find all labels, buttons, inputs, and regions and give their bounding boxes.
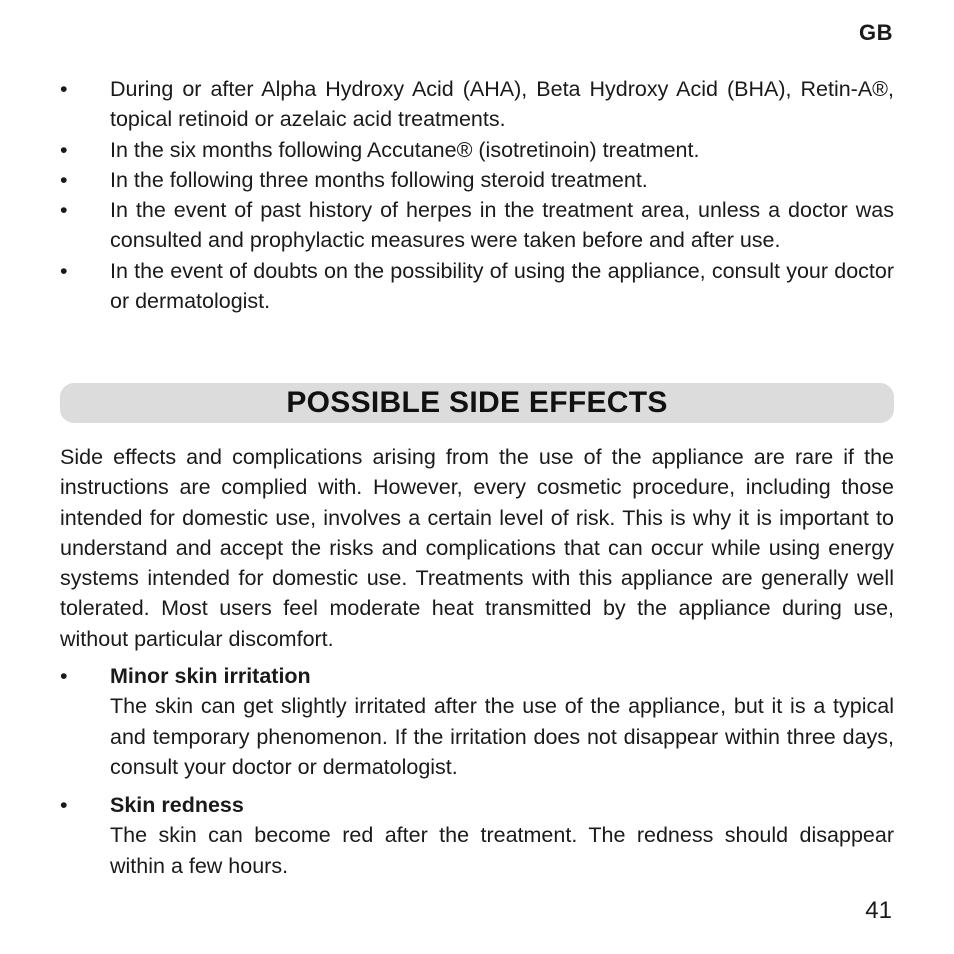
section-header-bar: [60, 383, 894, 423]
page-number: 41: [865, 897, 892, 924]
side-effect-text: The skin can get slightly irritated after the use of the appliance, but it is a typical and temporary phenomenon. If the irritation does not disappear within three days, consult your doctor or dermatologist.: [110, 694, 894, 779]
list-item-text: In the event of past history of herpes in the treatment area, unless a doctor was consulted and prophylactic measures were taken before and after use.: [110, 198, 894, 253]
bullet: •: [60, 664, 68, 688]
section-intro-paragraph: Side effects and complications arising from the use of the appliance are rare if the instructions are complied with. However, every cosmetic procedure, including those intended for domestic use, involves a certain level of risk. This is why it is important to understand and accept the risks and complications that can occur while using energy systems intended for domestic use. Treatments with this appliance are generally well tolerated. Most users feel moderate heat transmitted by the appliance during use, without particular discomfort.: [60, 445, 894, 651]
side-effect-text: The skin can become red after the treatment. The redness should disappear within a few hours.: [110, 823, 894, 878]
bullet: •: [60, 198, 68, 223]
list-item-text: During or after Alpha Hydroxy Acid (AHA), Beta Hydroxy Acid (BHA), Retin-A®, topical retinoid or azelaic acid treatments.: [110, 77, 894, 132]
list-item: [60, 74, 894, 135]
list-item-text: In the event of doubts on the possibility of using the appliance, consult your doctor or dermatologist.: [110, 258, 894, 314]
list-item-text: In the following three months following steroid treatment.: [110, 167, 648, 192]
bullet: •: [60, 793, 68, 818]
list-item-text: In the six months following Accutane® (isotretinoin) treatment.: [110, 137, 700, 162]
section-title: POSSIBLE SIDE EFFECTS: [286, 386, 668, 419]
bullet: •: [60, 77, 68, 101]
list-item: [60, 135, 894, 165]
list-item: [60, 256, 894, 317]
side-effect-item: [60, 661, 894, 782]
list-item: [60, 165, 894, 195]
language-code: GB: [859, 20, 893, 45]
side-effect-title: Skin redness: [110, 793, 244, 818]
side-effect-item: [60, 790, 894, 881]
bullet: •: [60, 258, 68, 283]
side-effect-title: Minor skin irritation: [110, 664, 311, 688]
bullet: •: [60, 137, 68, 162]
side-effects-list: [60, 661, 894, 889]
list-item: [60, 195, 894, 256]
bullet: •: [60, 167, 68, 192]
contraindications-list: [60, 74, 894, 316]
